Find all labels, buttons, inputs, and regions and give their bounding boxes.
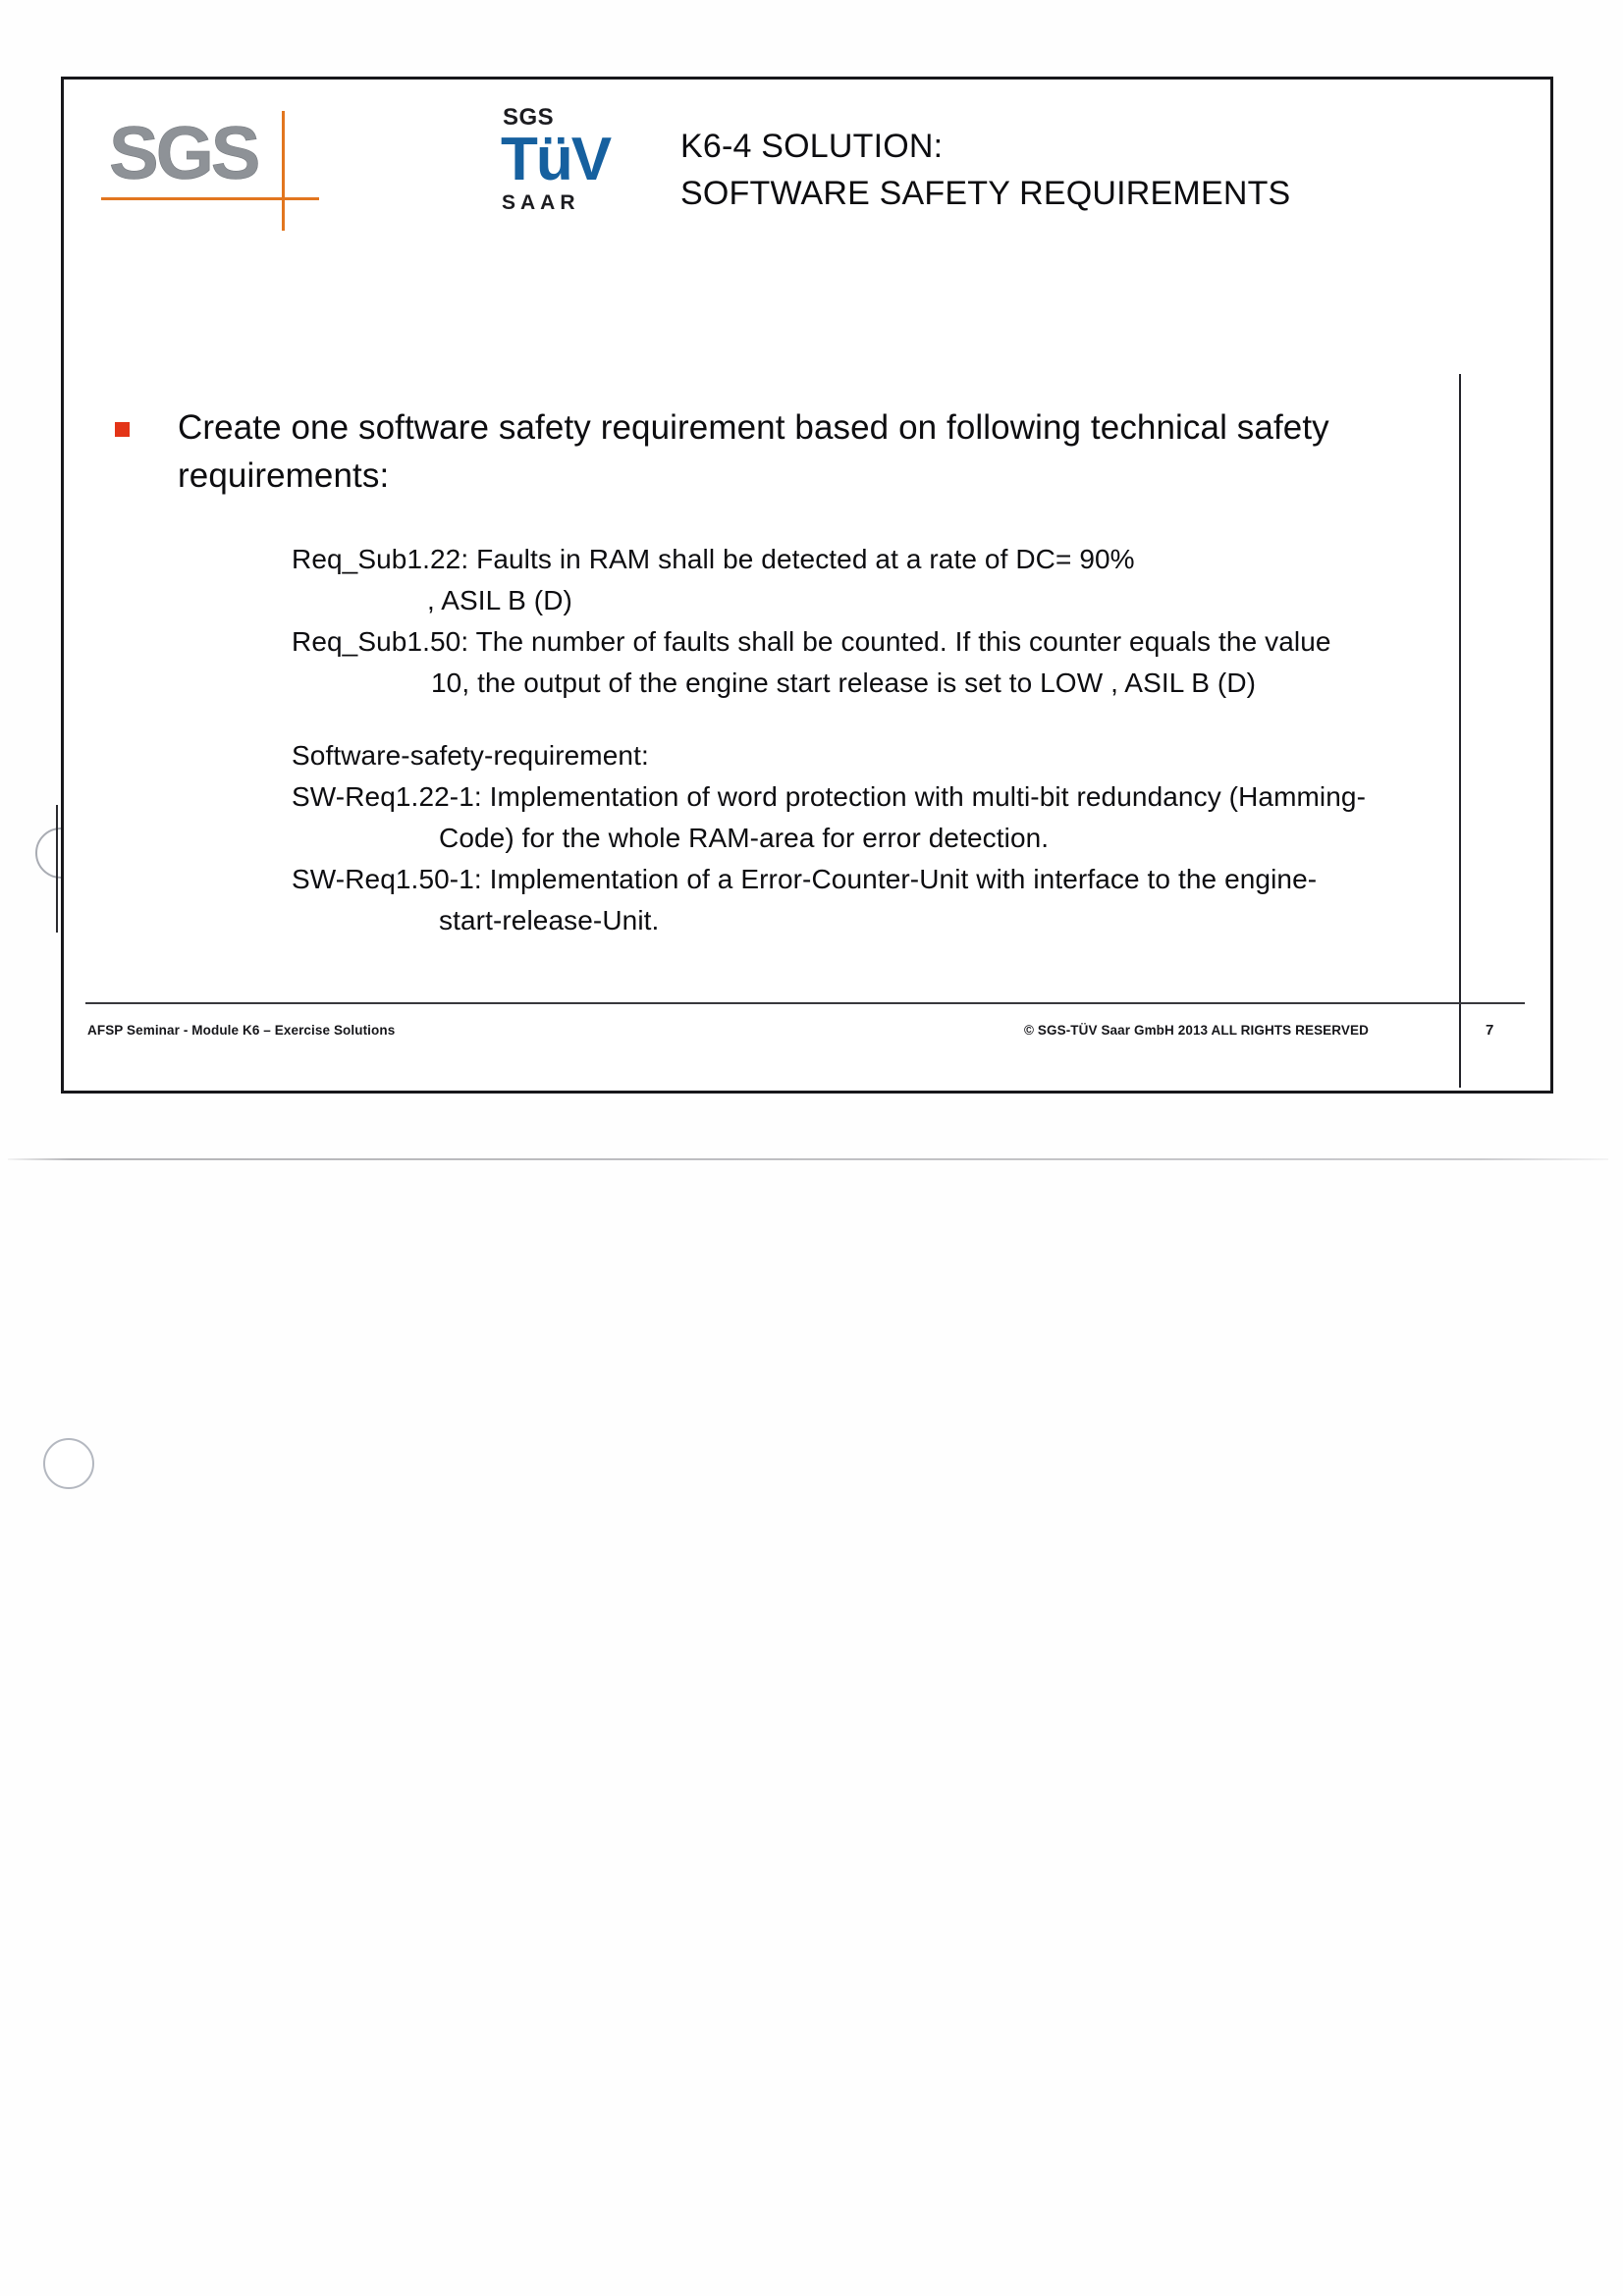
sgs-logo <box>109 107 325 225</box>
footer-divider-line <box>85 1002 1481 1004</box>
content-vertical-guide-line <box>1459 374 1461 1088</box>
sgs-logo-vertical-rule <box>282 111 285 231</box>
slide-header <box>64 80 1550 266</box>
sgs-logo-horizontal-rule <box>101 197 319 200</box>
main-bullet-item <box>115 403 1381 500</box>
punch-hole-bottom <box>43 1438 94 1489</box>
slide-title-line-1: K6-4 SOLUTION: <box>680 128 944 165</box>
software-requirements-block <box>292 735 1489 941</box>
sgs-wordmark-text: SGS <box>109 112 258 195</box>
technical-requirement-line: Req_Sub1.50: The number of faults shall be counted. If this counter equals the value <box>292 626 1331 657</box>
technical-requirement-line: 10, the output of the engine start release is set to LOW , ASIL B (D) <box>431 667 1257 698</box>
main-bullet-text: Create one software safety requirement based on following technical safety requirements: <box>178 408 1329 495</box>
footer-seminar-label: AFSP Seminar - Module K6 – Exercise Solutions <box>87 1023 396 1038</box>
tuv-logo-main-text: TüV <box>501 126 611 193</box>
software-requirement-heading: Software-safety-requirement: <box>292 740 649 771</box>
sheet-edge-line <box>8 1158 1608 1160</box>
software-requirement-line: start-release-Unit. <box>439 905 660 935</box>
square-bullet-icon <box>115 422 130 437</box>
footer-page-number: 7 <box>1486 1022 1494 1039</box>
tuv-logo-top-text: SGS <box>503 104 555 131</box>
technical-requirement-line: , ASIL B (D) <box>427 585 572 615</box>
slide-footer <box>64 996 1550 1091</box>
slide-title-line-2: SOFTWARE SAFETY REQUIREMENTS <box>680 175 1291 213</box>
slide-frame <box>61 77 1553 1094</box>
footer-copyright-label: © SGS-TÜV Saar GmbH 2013 ALL RIGHTS RESERVED <box>1024 1023 1369 1038</box>
binder-edge-stroke <box>56 805 58 933</box>
technical-requirements-block <box>292 539 1489 704</box>
software-requirement-line: Code) for the whole RAM-area for error detection. <box>439 823 1050 853</box>
sgs-tuv-saar-logo <box>499 106 626 224</box>
software-requirement-line: SW-Req1.22-1: Implementation of word protection with multi-bit redundancy (Hamming- <box>292 781 1367 812</box>
tuv-logo-bottom-text: SAAR <box>502 190 580 214</box>
slide-title <box>680 123 1505 218</box>
technical-requirement-line: Req_Sub1.22: Faults in RAM shall be detected at a rate of DC= 90% <box>292 544 1135 574</box>
footer-divider-line-right <box>1461 1002 1525 1004</box>
software-requirement-line: SW-Req1.50-1: Implementation of a Error-Counter-Unit with interface to the engine- <box>292 864 1318 894</box>
